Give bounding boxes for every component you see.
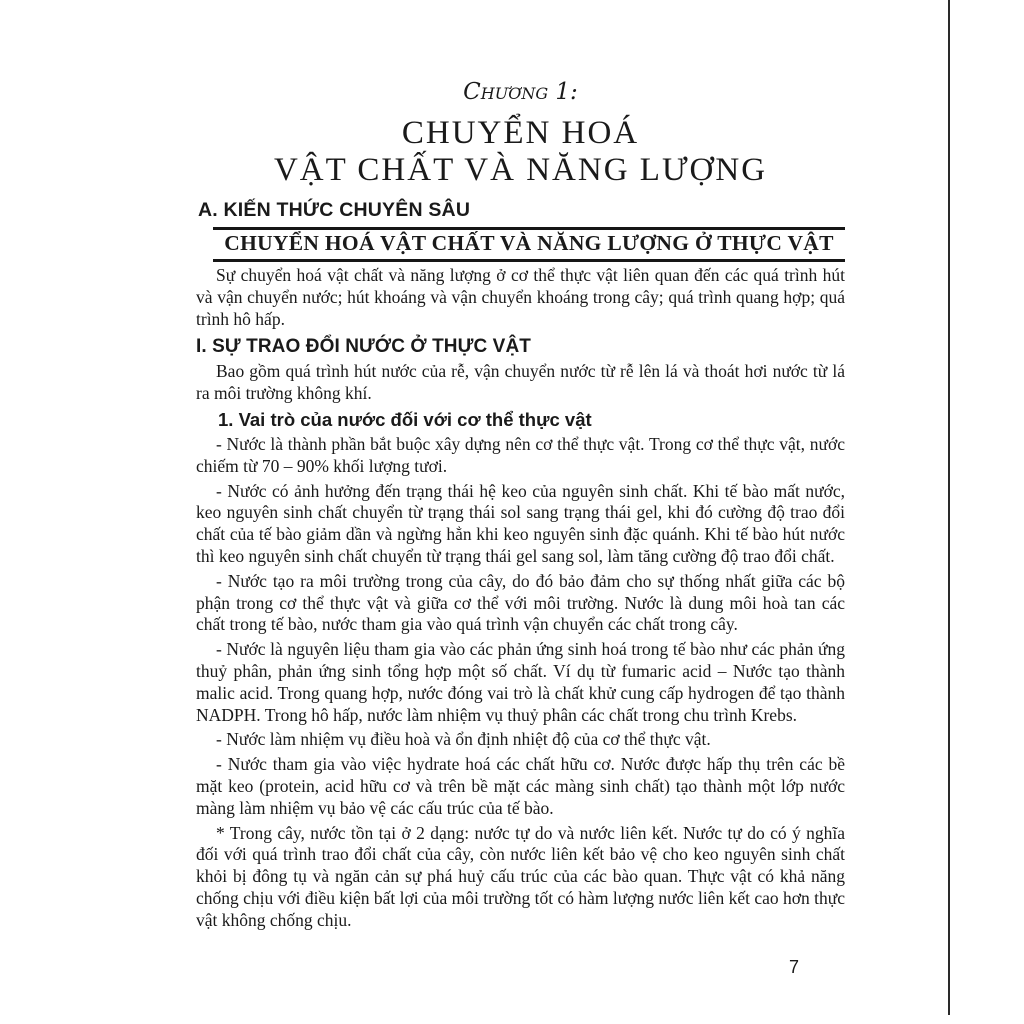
bullet-paragraph-temperature-regulation: - Nước làm nhiệm vụ điều hoà và ổn định nhiệt độ của cơ thể thực vật. — [216, 729, 711, 750]
section-a-heading: A. KIẾN THỨC CHUYÊN SÂU — [198, 199, 471, 221]
chapter-banner-title: CHUYỂN HOÁ VẬT CHẤT VÀ NĂNG LƯỢNG Ở THỰC VẬT — [213, 227, 845, 262]
subsection-1-heading: 1. Vai trò của nước đối với cơ thể thực vật — [218, 408, 592, 430]
bullet-paragraph-hydration: - Nước tham gia vào việc hydrate hoá các chất hữu cơ. Nước được hấp thụ trên các bề mặt keo (protein, acid hữu cơ và trên bề mặt các màng sinh chất) tạo thành một lớp nước màng làm nhiệm vụ bảo vệ các cấu trúc của tế bào. — [196, 754, 845, 818]
section-i-intro-paragraph: Bao gồm quá trình hút nước của rễ, vận chuyển nước từ rễ lên lá và thoát hơi nước từ lá ra môi trường không khí. — [196, 361, 845, 404]
chapter-title-line-1: CHUYỂN HOÁ — [401, 115, 640, 151]
page-number: 7 — [789, 957, 800, 977]
chapter-title-line-2: VẬT CHẤT VÀ NĂNG LƯỢNG — [273, 152, 768, 188]
section-i-heading: I. SỰ TRAO ĐỔI NƯỚC Ở THỰC VẬT — [196, 336, 531, 358]
bullet-paragraph-internal-environment: - Nước tạo ra môi trường trong của cây, do đó bảo đảm cho sự thống nhất giữa các bộ phận trong cơ thể thực vật và giữa cơ thể với môi trường. Nước là dung môi hoà tan các chất trong tế bào, nước tham gia vào quá trình vận chuyển các chất trong cây. — [196, 570, 845, 635]
page-content-column — [196, 79, 845, 934]
bullet-paragraph-colloid-state: - Nước có ảnh hưởng đến trạng thái hệ keo của nguyên sinh chất. Khi tế bào mất nước, keo nguyên sinh chất chuyển từ trạng thái sol sang trạng thái gel, khi đó cường độ trao đổi chất của tế bào giảm dần và ngừng hẳn khi keo nguyên sinh đặc quánh. Khi tế bào hút nước thì keo nguyên sinh chất chuyển từ trạng thái gel sang sol, làm tăng cường độ trao đổi chất. — [196, 480, 845, 566]
chapter-kicker: Chương 1: — [463, 79, 578, 105]
scan-edge-line — [948, 0, 950, 1015]
intro-paragraph: Sự chuyển hoá vật chất và năng lượng ở cơ thể thực vật liên quan đến các quá trình hút và vận chuyển nước; hút khoáng và vận chuyển khoáng trong cây; quá trình quang hợp; quá trình hô hấp. — [196, 265, 845, 329]
bullet-paragraph-water-component: - Nước là thành phần bắt buộc xây dựng nên cơ thể thực vật. Trong cơ thể thực vật, nước chiếm từ 70 – 90% khối lượng tươi. — [196, 433, 845, 476]
bullet-paragraph-biochemical-reactions: - Nước là nguyên liệu tham gia vào các phản ứng sinh hoá trong tế bào như các phản ứng thuỷ phân, phản ứng sinh tổng hợp một số chất. Ví dụ từ fumaric acid – Nước tạo thành malic acid. Trong quang hợp, nước đóng vai trò là chất khử cung cấp hydrogen để tạo thành NADPH. Trong hô hấp, nước làm nhiệm vụ thuỷ phân các chất trong chu trình Krebs. — [196, 639, 845, 725]
note-paragraph-water-forms: * Trong cây, nước tồn tại ở 2 dạng: nước tự do và nước liên kết. Nước tự do có ý nghĩa đối với quá trình trao đổi chất của cây, còn nước liên kết bảo vệ cho keo nguyên sinh chất khỏi bị đông tụ và ngăn cản sự phá huỷ cấu trúc của các bào quan. Thực vật có khả năng chống chịu với điều kiện bất lợi của môi trường tốt có hàm lượng nước liên kết cao hơn thực vật không chống chịu. — [196, 822, 845, 930]
